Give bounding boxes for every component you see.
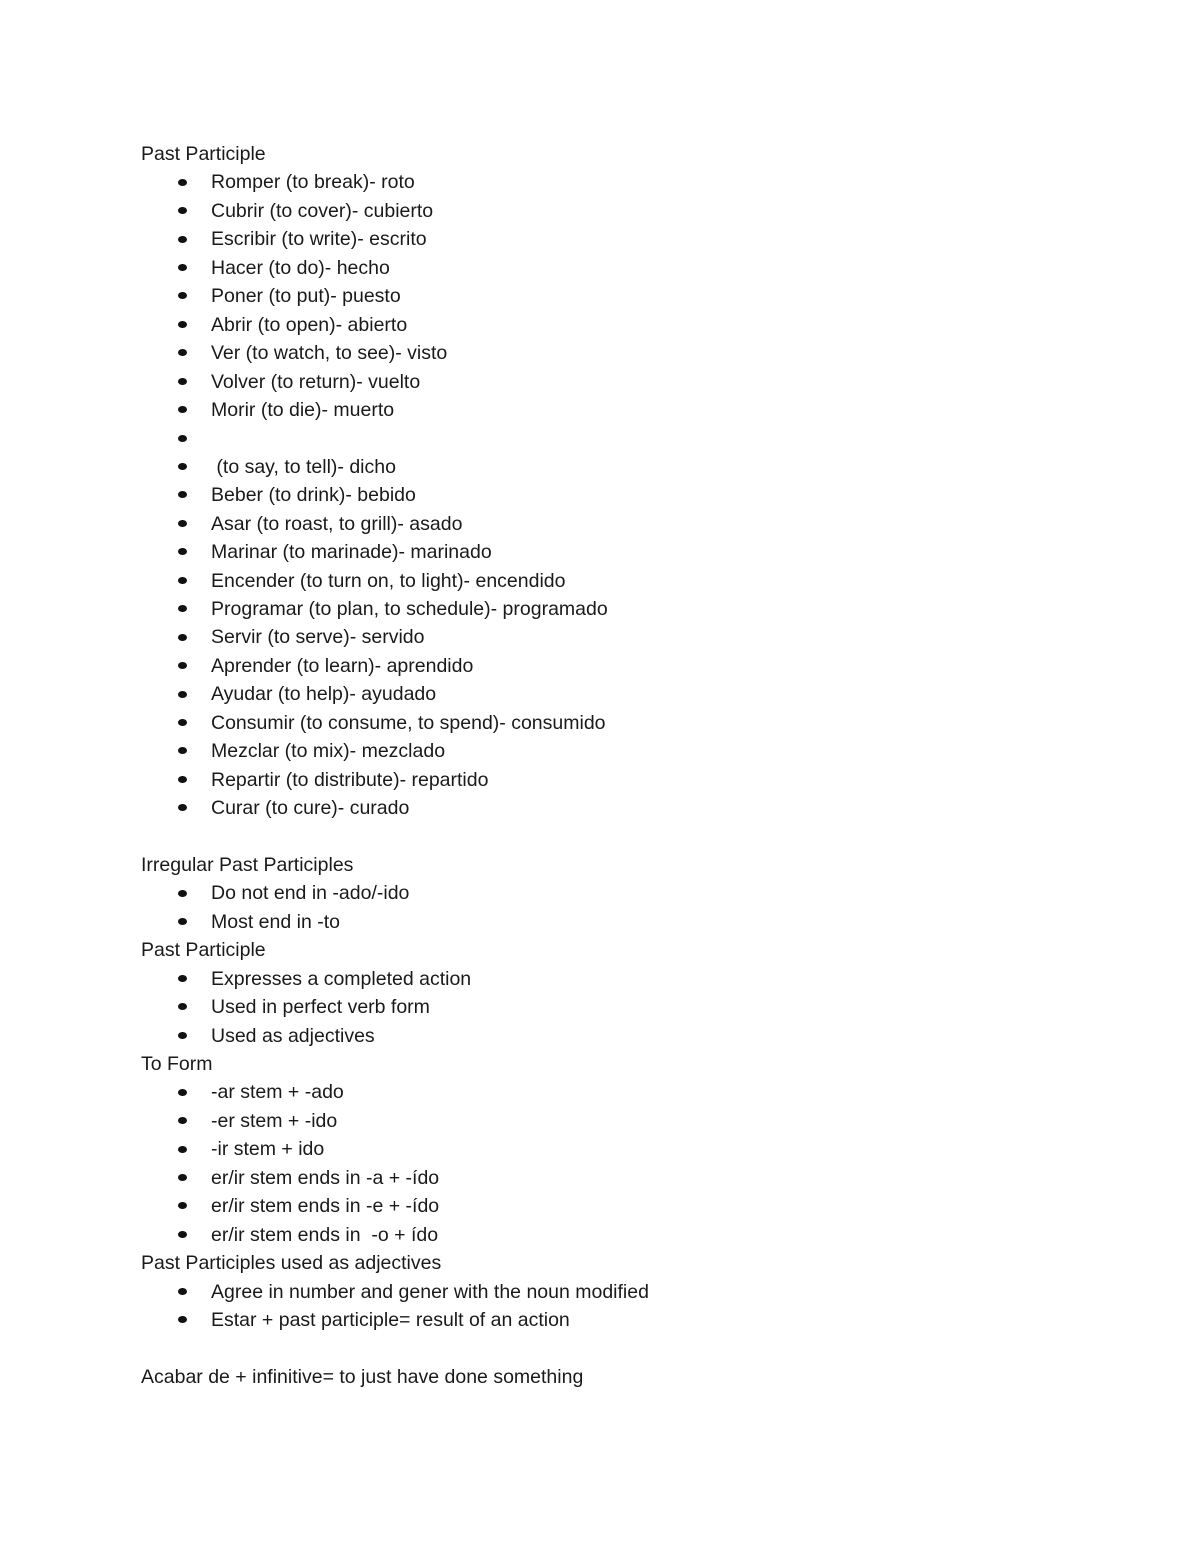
list-item-text: Ayudar (to help)- ayudado xyxy=(211,683,437,706)
bullet-list xyxy=(141,879,1101,936)
list-item-text: er/ir stem ends in -e + -ído xyxy=(211,1195,440,1218)
bullet-icon xyxy=(178,321,187,328)
footer-line: Acabar de + infinitive= to just have done something xyxy=(141,1365,584,1388)
list-item-text: Encender (to turn on, to light)- encendido xyxy=(211,569,566,592)
list-item xyxy=(141,538,1101,566)
list-item xyxy=(141,879,1101,907)
list-item xyxy=(141,737,1101,765)
list-item xyxy=(141,1022,1101,1050)
bullet-list xyxy=(141,168,1101,822)
list-item xyxy=(141,1278,1101,1306)
list-item-text: Romper (to break)- roto xyxy=(211,171,415,194)
bullet-icon xyxy=(178,1003,187,1010)
bullet-icon xyxy=(178,1288,187,1295)
list-item xyxy=(141,282,1101,310)
bullet-icon xyxy=(178,719,187,726)
list-item xyxy=(141,652,1101,680)
bullet-icon xyxy=(178,179,187,186)
list-item-text: -er stem + -ido xyxy=(211,1109,338,1132)
list-item xyxy=(141,339,1101,367)
document-page xyxy=(141,140,1101,1391)
list-item xyxy=(141,908,1101,936)
bullet-icon xyxy=(178,349,187,356)
bullet-icon xyxy=(178,520,187,527)
list-item-empty xyxy=(141,424,1101,452)
list-item-text: Do not end in -ado/-ido xyxy=(211,882,410,905)
list-item xyxy=(141,595,1101,623)
bullet-list xyxy=(141,1278,1101,1335)
list-item-text: Agree in number and gener with the noun modified xyxy=(211,1280,649,1303)
list-item-text: Escribir (to write)- escrito xyxy=(211,228,427,251)
list-item-text: Ver (to watch, to see)- visto xyxy=(211,342,448,365)
list-item xyxy=(141,1221,1101,1249)
bullet-icon xyxy=(178,747,187,754)
list-item-text: Programar (to plan, to schedule)- programado xyxy=(211,598,608,620)
bullet-icon xyxy=(178,435,187,442)
list-item-text: Curar (to cure)- curado xyxy=(211,797,410,820)
bullet-icon xyxy=(178,975,187,982)
list-item xyxy=(141,965,1101,993)
list-item xyxy=(141,225,1101,253)
list-item-text: -ir stem + ido xyxy=(211,1138,325,1161)
list-item xyxy=(141,1306,1101,1334)
bullet-icon xyxy=(178,1089,187,1096)
list-item-text: (to say, to tell)- dicho xyxy=(211,455,396,478)
list-item-text: Cubrir (to cover)- cubierto xyxy=(211,199,434,222)
list-item-text: Volver (to return)- vuelto xyxy=(211,370,421,393)
list-item-text: Expresses a completed action xyxy=(211,967,472,990)
list-item xyxy=(141,396,1101,424)
bullet-icon xyxy=(178,491,187,498)
section-heading: Past Participle xyxy=(141,143,266,165)
bullet-icon xyxy=(178,378,187,385)
list-item-text: er/ir stem ends in -a + -ído xyxy=(211,1166,440,1189)
list-item xyxy=(141,1164,1101,1192)
bullet-icon xyxy=(178,207,187,214)
bullet-icon xyxy=(178,463,187,470)
bullet-icon xyxy=(178,634,187,641)
bullet-icon xyxy=(178,236,187,243)
list-item-text: Aprender (to learn)- aprendido xyxy=(211,654,474,677)
list-item-text: Beber (to drink)- bebido xyxy=(211,484,416,507)
list-item-text: Estar + past participle= result of an action xyxy=(211,1308,570,1331)
list-item-text: Used in perfect verb form xyxy=(211,996,430,1019)
section-heading: Irregular Past Participles xyxy=(141,853,354,876)
list-item xyxy=(141,1192,1101,1220)
list-item-text: Hacer (to do)- hecho xyxy=(211,256,390,279)
bullet-list xyxy=(141,1078,1101,1249)
list-item xyxy=(141,254,1101,282)
list-item xyxy=(141,680,1101,708)
list-item xyxy=(141,1135,1101,1163)
list-item-text: -ar stem + -ado xyxy=(211,1081,344,1104)
section-heading: Past Participle xyxy=(141,939,266,962)
list-item xyxy=(141,311,1101,339)
section-heading: To Form xyxy=(141,1053,213,1075)
bullet-icon xyxy=(178,691,187,698)
list-item-text: Servir (to serve)- servido xyxy=(211,626,425,649)
blank-line xyxy=(141,823,1101,851)
list-item-text: Mezclar (to mix)- mezclado xyxy=(211,740,446,763)
bullet-icon xyxy=(178,776,187,783)
list-item xyxy=(141,567,1101,595)
bullet-icon xyxy=(178,1117,187,1124)
bullet-icon xyxy=(178,1202,187,1209)
list-item xyxy=(141,709,1101,737)
list-item xyxy=(141,481,1101,509)
bullet-icon xyxy=(178,605,187,612)
bullet-icon xyxy=(178,804,187,811)
list-item xyxy=(141,766,1101,794)
bullet-icon xyxy=(178,1032,187,1039)
bullet-icon xyxy=(178,292,187,299)
bullet-icon xyxy=(178,662,187,669)
bullet-icon xyxy=(178,577,187,584)
list-item xyxy=(141,168,1101,196)
section-heading: Past Participles used as adjectives xyxy=(141,1252,442,1275)
list-item-text: Abrir (to open)- abierto xyxy=(211,313,408,336)
list-item xyxy=(141,510,1101,538)
list-item xyxy=(141,1107,1101,1135)
bullet-icon xyxy=(178,890,187,897)
bullet-list xyxy=(141,965,1101,1050)
list-item-text: Consumir (to consume, to spend)- consumido xyxy=(211,711,606,734)
list-item-text: Morir (to die)- muerto xyxy=(211,398,395,421)
list-item xyxy=(141,993,1101,1021)
list-item-text: Poner (to put)- puesto xyxy=(211,285,401,308)
list-item-text: Most end in -to xyxy=(211,910,340,933)
bullet-icon xyxy=(178,1231,187,1238)
bullet-icon xyxy=(178,406,187,413)
list-item xyxy=(141,197,1101,225)
list-item xyxy=(141,794,1101,822)
list-item-text: Marinar (to marinade)- marinado xyxy=(211,541,492,564)
bullet-icon xyxy=(178,1174,187,1181)
list-item xyxy=(141,368,1101,396)
list-item-text: Used as adjectives xyxy=(211,1024,375,1047)
list-item xyxy=(141,623,1101,651)
list-item-text: Repartir (to distribute)- repartido xyxy=(211,768,489,791)
list-item xyxy=(141,453,1101,481)
bullet-icon xyxy=(178,1146,187,1153)
list-item xyxy=(141,1078,1101,1106)
list-item-text: er/ir stem ends in -o + ído xyxy=(211,1223,439,1246)
bullet-icon xyxy=(178,1316,187,1323)
bullet-icon xyxy=(178,264,187,271)
list-item-text: Asar (to roast, to grill)- asado xyxy=(211,512,463,535)
bullet-icon xyxy=(178,918,187,925)
blank-line xyxy=(141,1334,1101,1362)
bullet-icon xyxy=(178,548,187,555)
